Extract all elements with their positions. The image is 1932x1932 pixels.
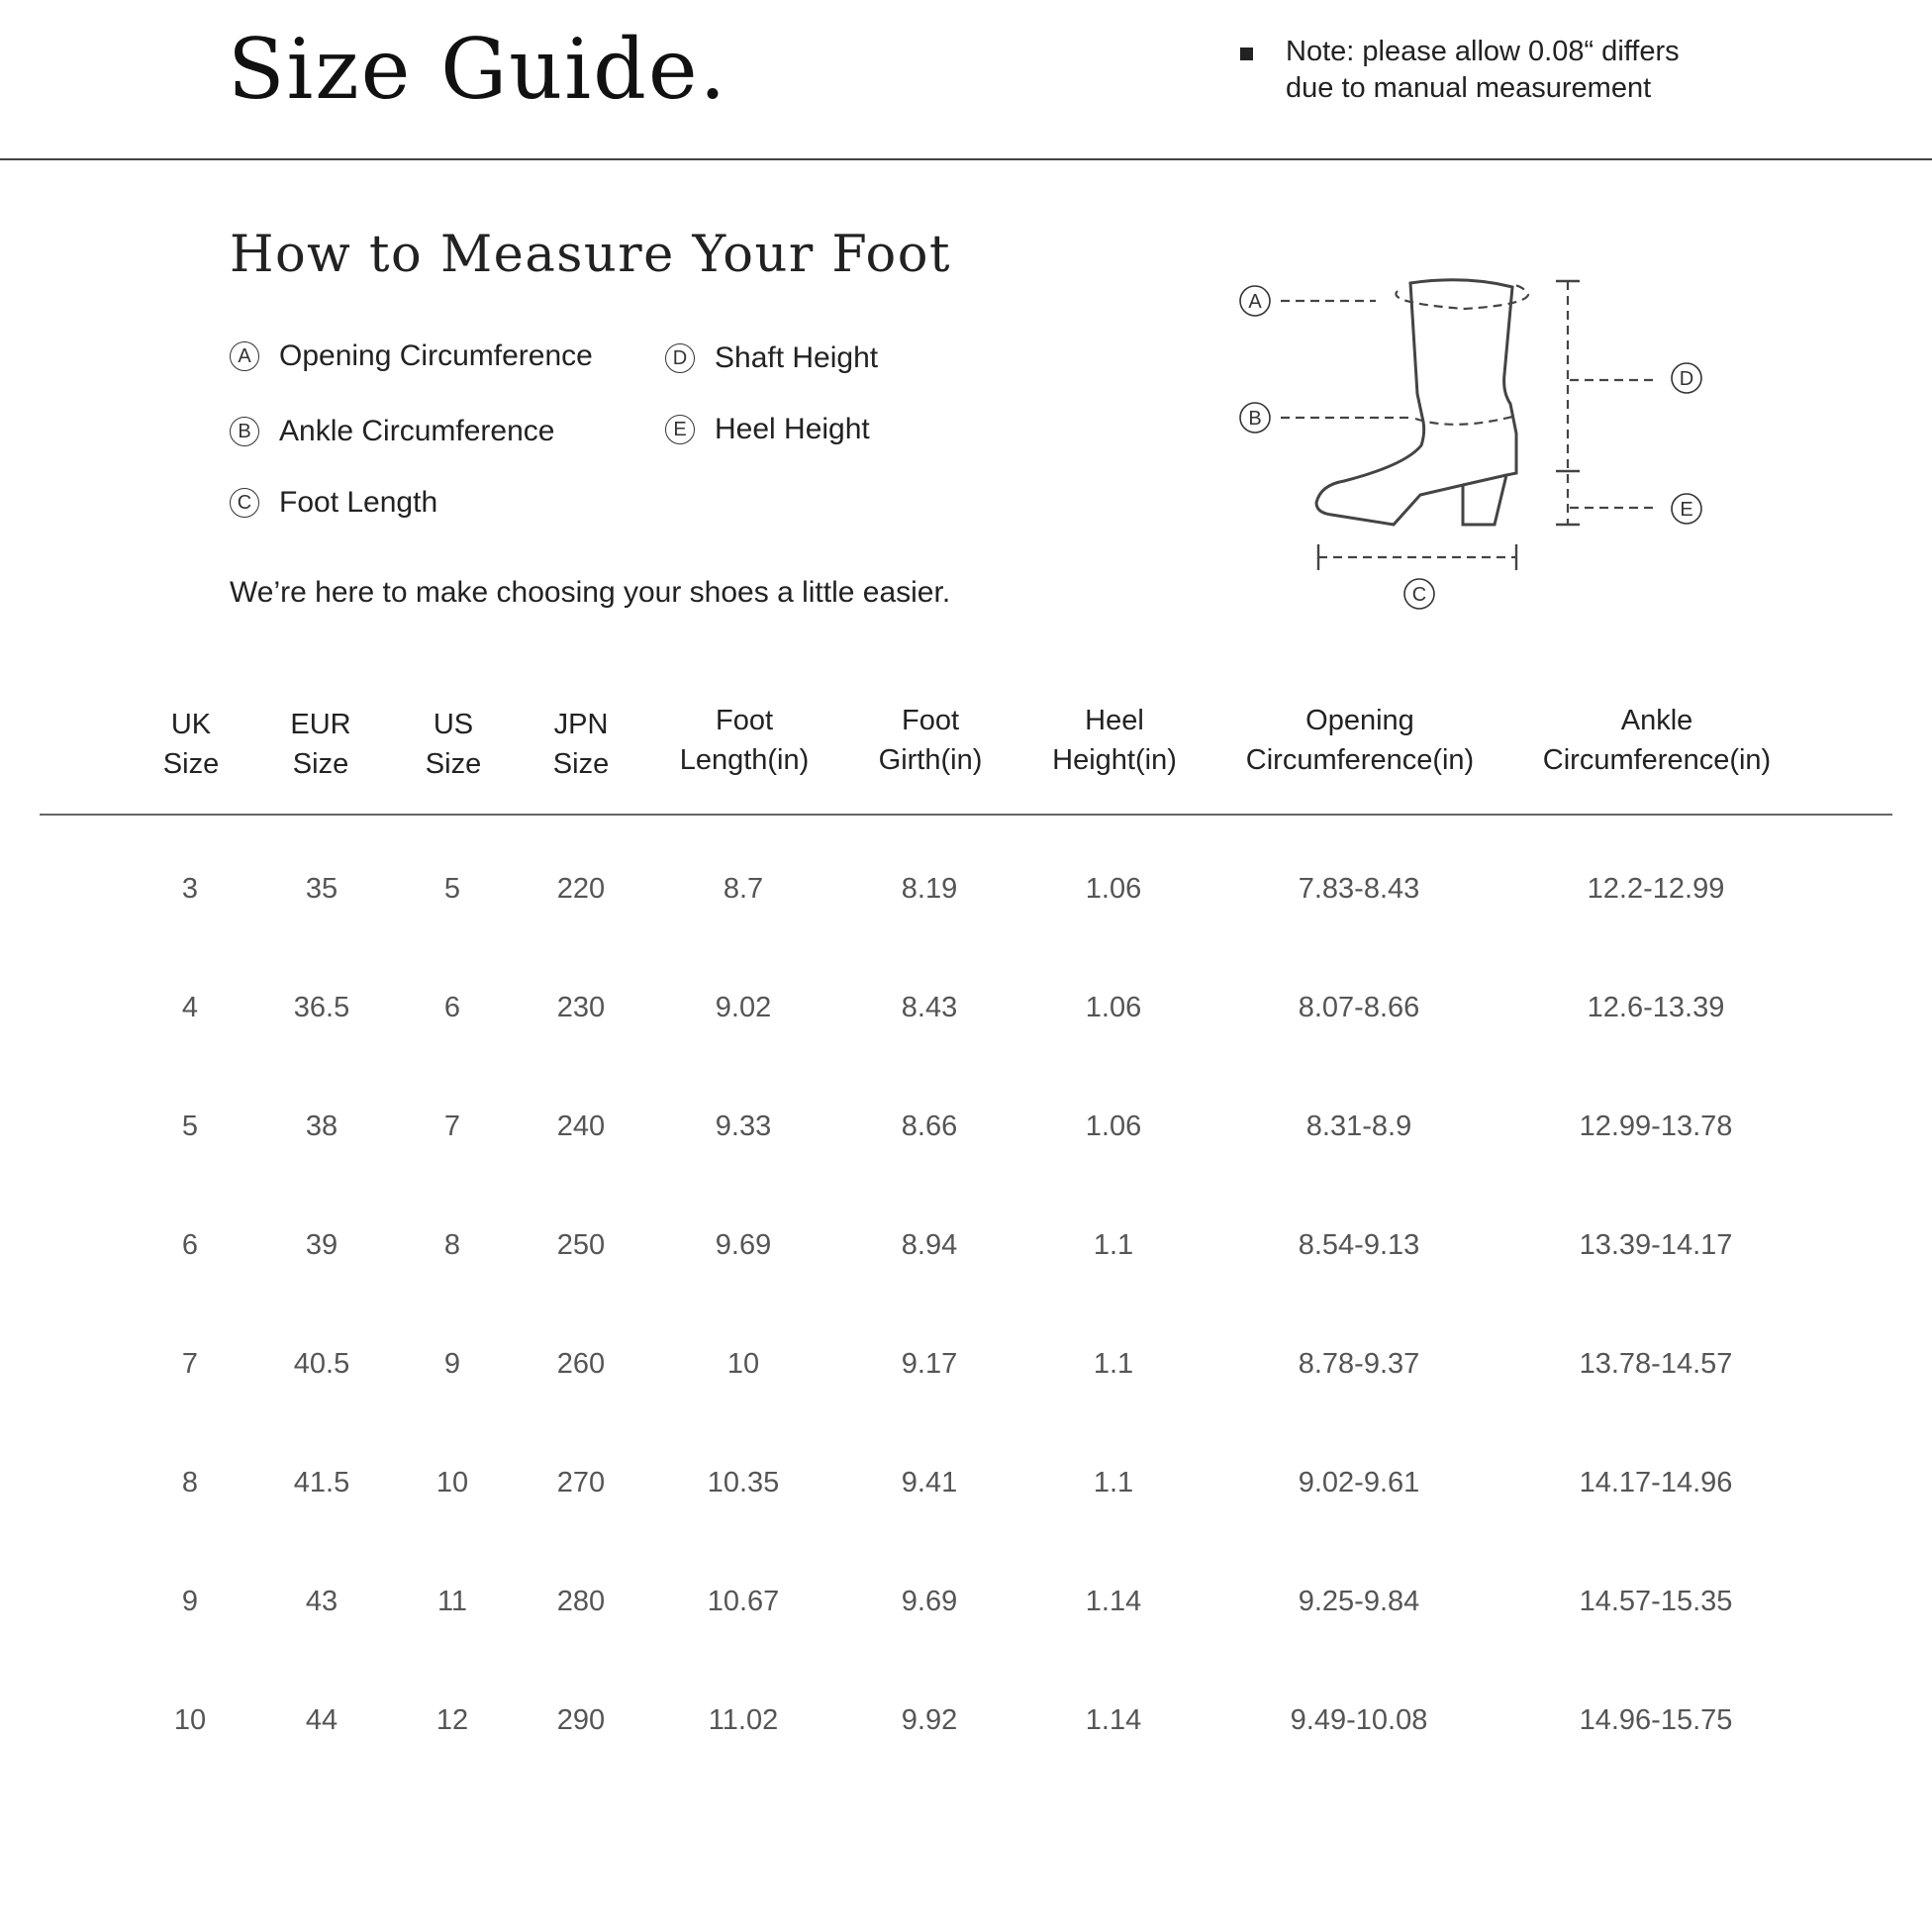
table-cell: 8.31-8.9 bbox=[1305, 1111, 1412, 1142]
table-cell: 12.2-12.99 bbox=[1587, 873, 1725, 905]
diagram-label-b: B bbox=[1248, 408, 1262, 430]
legend-marker-c: C bbox=[230, 488, 259, 518]
page-title: Size Guide. bbox=[228, 21, 728, 118]
table-cell: 5 bbox=[443, 873, 461, 905]
table-divider bbox=[40, 814, 1892, 816]
table-cell: 38 bbox=[305, 1111, 338, 1142]
header-text: Length(in) bbox=[679, 744, 810, 776]
table-cell: 1.06 bbox=[1085, 1111, 1142, 1142]
table-cell: 12 bbox=[435, 1704, 469, 1736]
diagram-label-a: A bbox=[1248, 291, 1262, 313]
note-line-1: Note: please allow 0.08“ differs bbox=[1286, 36, 1680, 67]
legend-marker-b: B bbox=[230, 417, 259, 446]
header-text: Size bbox=[425, 748, 482, 780]
header-foot-length bbox=[680, 701, 810, 780]
header-text: UK bbox=[170, 709, 212, 740]
header-text: Ankle bbox=[1620, 705, 1693, 736]
table-cell: 9.02 bbox=[715, 992, 772, 1023]
table-row bbox=[0, 1582, 1932, 1621]
diagram-label-d: D bbox=[1679, 368, 1694, 390]
header-text: Opening bbox=[1305, 705, 1414, 736]
table-cell: 12.6-13.39 bbox=[1587, 992, 1725, 1023]
table-cell: 4 bbox=[181, 992, 199, 1023]
table-cell: 10 bbox=[173, 1704, 207, 1736]
header-eur-size bbox=[290, 705, 350, 784]
header-divider bbox=[0, 158, 1932, 160]
legend-label: Shaft Height bbox=[715, 341, 879, 374]
table-cell: 9.69 bbox=[901, 1586, 958, 1617]
table-cell: 43 bbox=[305, 1586, 338, 1617]
table-row bbox=[0, 1463, 1932, 1502]
legend-item-shaft-height bbox=[665, 341, 878, 375]
note-bullet bbox=[1240, 48, 1253, 60]
table-row bbox=[0, 1225, 1932, 1265]
table-cell: 13.39-14.17 bbox=[1579, 1229, 1733, 1261]
table-cell: 1.06 bbox=[1085, 992, 1142, 1023]
legend-item-heel-height bbox=[665, 413, 870, 446]
table-cell: 8.78-9.37 bbox=[1298, 1348, 1420, 1380]
table-cell: 8.94 bbox=[901, 1229, 958, 1261]
legend-label: Opening Circumference bbox=[279, 339, 593, 372]
legend-item-opening bbox=[230, 339, 593, 373]
table-cell: 10 bbox=[726, 1348, 760, 1380]
table-cell: 9.33 bbox=[715, 1111, 772, 1142]
table-cell: 9.92 bbox=[901, 1704, 958, 1736]
header-opening-circumference bbox=[1246, 701, 1474, 780]
legend-label: Heel Height bbox=[715, 413, 870, 445]
table-cell: 39 bbox=[305, 1229, 338, 1261]
table-cell: 1.14 bbox=[1085, 1704, 1142, 1736]
header-text: Girth(in) bbox=[878, 744, 983, 776]
table-row bbox=[0, 869, 1932, 909]
boot-heel-line bbox=[1463, 475, 1506, 485]
header-text: US bbox=[433, 709, 474, 740]
table-cell: 8.54-9.13 bbox=[1298, 1229, 1420, 1261]
legend-marker-e: E bbox=[665, 415, 695, 444]
diagram-label-e: E bbox=[1680, 499, 1693, 521]
ankle-dashed-curve bbox=[1415, 416, 1516, 425]
table-row bbox=[0, 1344, 1932, 1384]
table-cell: 6 bbox=[443, 992, 461, 1023]
size-table-header bbox=[0, 701, 1932, 800]
header-us-size bbox=[426, 705, 481, 784]
table-cell: 230 bbox=[556, 992, 606, 1023]
table-cell: 1.1 bbox=[1093, 1229, 1134, 1261]
header-text: Circumference(in) bbox=[1245, 744, 1475, 776]
table-cell: 9.41 bbox=[901, 1467, 958, 1498]
table-cell: 9.17 bbox=[901, 1348, 958, 1380]
table-cell: 41.5 bbox=[293, 1467, 350, 1498]
note-line-2: due to manual measurement bbox=[1286, 72, 1652, 104]
section-title: How to Measure Your Foot bbox=[230, 226, 951, 284]
table-cell: 36.5 bbox=[293, 992, 350, 1023]
table-cell: 7.83-8.43 bbox=[1298, 873, 1420, 905]
header-text: Height(in) bbox=[1052, 744, 1177, 776]
header-text: Heel bbox=[1085, 705, 1144, 736]
table-cell: 11.02 bbox=[708, 1704, 779, 1736]
legend-label: Ankle Circumference bbox=[279, 415, 555, 447]
table-cell: 6 bbox=[181, 1229, 199, 1261]
table-cell: 35 bbox=[305, 873, 338, 905]
table-row bbox=[0, 1107, 1932, 1146]
table-cell: 1.1 bbox=[1093, 1467, 1134, 1498]
header-text: Foot bbox=[715, 705, 774, 736]
legend-label: Foot Length bbox=[279, 486, 438, 519]
table-cell: 11 bbox=[436, 1586, 468, 1617]
legend-item-ankle bbox=[230, 415, 554, 448]
header-text: Foot bbox=[901, 705, 960, 736]
table-cell: 9.49-10.08 bbox=[1290, 1704, 1428, 1736]
header-text: Size bbox=[162, 748, 220, 780]
table-cell: 290 bbox=[556, 1704, 606, 1736]
table-cell: 3 bbox=[181, 873, 199, 905]
header-text: EUR bbox=[290, 709, 351, 740]
header-heel-height bbox=[1052, 701, 1177, 780]
table-cell: 9.02-9.61 bbox=[1298, 1467, 1420, 1498]
table-cell: 8.43 bbox=[901, 992, 958, 1023]
legend-marker-d: D bbox=[665, 343, 695, 373]
table-row bbox=[0, 988, 1932, 1027]
header-text: JPN bbox=[553, 709, 609, 740]
legend-marker-a: A bbox=[230, 341, 259, 371]
header-text: Circumference(in) bbox=[1542, 744, 1772, 776]
diagram-label-c: C bbox=[1411, 584, 1427, 606]
table-cell: 280 bbox=[556, 1586, 606, 1617]
table-cell: 240 bbox=[556, 1111, 606, 1142]
table-cell: 1.1 bbox=[1093, 1348, 1134, 1380]
table-cell: 8.19 bbox=[901, 873, 958, 905]
table-cell: 220 bbox=[556, 873, 606, 905]
table-cell: 5 bbox=[181, 1111, 199, 1142]
table-cell: 40.5 bbox=[293, 1348, 350, 1380]
table-cell: 1.14 bbox=[1085, 1586, 1142, 1617]
measurement-note bbox=[1286, 34, 1680, 107]
table-cell: 250 bbox=[556, 1229, 606, 1261]
table-cell: 270 bbox=[556, 1467, 606, 1498]
table-cell: 9.69 bbox=[715, 1229, 772, 1261]
table-cell: 8.7 bbox=[723, 873, 764, 905]
legend-item-foot-length bbox=[230, 486, 437, 520]
table-cell: 9 bbox=[181, 1586, 199, 1617]
header-jpn-size bbox=[553, 705, 609, 784]
table-cell: 14.96-15.75 bbox=[1579, 1704, 1733, 1736]
header-text: Size bbox=[552, 748, 610, 780]
table-cell: 8.66 bbox=[901, 1111, 958, 1142]
boot-outline bbox=[1316, 280, 1516, 525]
table-cell: 9.25-9.84 bbox=[1298, 1586, 1420, 1617]
table-cell: 13.78-14.57 bbox=[1579, 1348, 1733, 1380]
header-ankle-circumference bbox=[1543, 701, 1771, 780]
table-cell: 14.17-14.96 bbox=[1579, 1467, 1733, 1498]
table-cell: 7 bbox=[181, 1348, 199, 1380]
boot-diagram bbox=[1227, 265, 1742, 622]
header-text: Size bbox=[292, 748, 349, 780]
table-cell: 14.57-15.35 bbox=[1579, 1586, 1733, 1617]
table-cell: 9 bbox=[443, 1348, 461, 1380]
table-cell: 7 bbox=[443, 1111, 461, 1142]
table-cell: 44 bbox=[305, 1704, 338, 1736]
table-cell: 10.35 bbox=[707, 1467, 780, 1498]
opening-dashed-ellipse bbox=[1396, 285, 1528, 309]
header-uk-size bbox=[163, 705, 219, 784]
table-cell: 10 bbox=[435, 1467, 469, 1498]
header-foot-girth bbox=[879, 701, 983, 780]
tagline: We’re here to make choosing your shoes a little easier. bbox=[230, 576, 951, 609]
table-cell: 8 bbox=[443, 1229, 461, 1261]
table-cell: 260 bbox=[556, 1348, 606, 1380]
table-cell: 1.06 bbox=[1085, 873, 1142, 905]
table-cell: 10.67 bbox=[707, 1586, 780, 1617]
table-cell: 8 bbox=[181, 1467, 199, 1498]
table-cell: 8.07-8.66 bbox=[1298, 992, 1420, 1023]
table-row bbox=[0, 1700, 1932, 1740]
table-cell: 12.99-13.78 bbox=[1579, 1111, 1733, 1142]
